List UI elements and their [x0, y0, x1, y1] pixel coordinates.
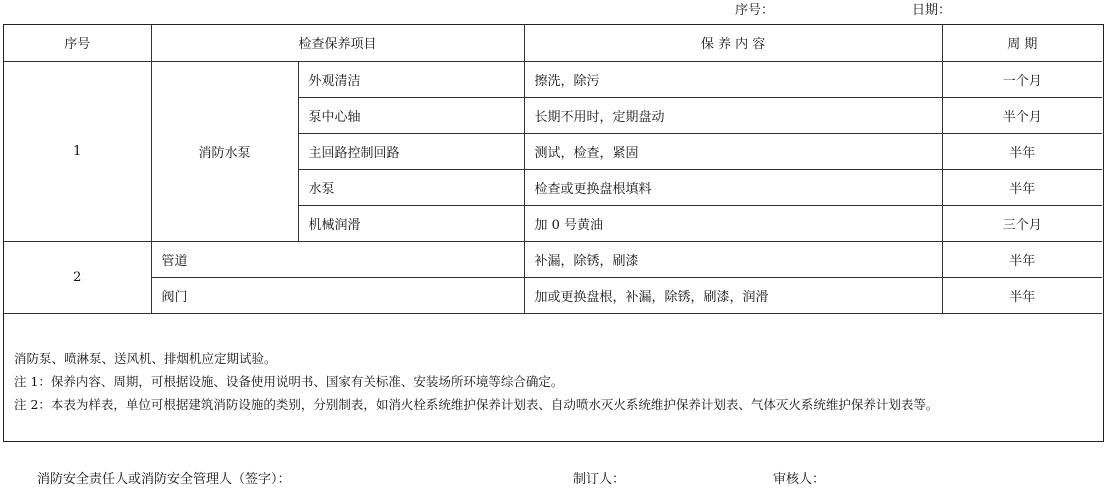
- row-content: 加或更换盘根，补漏，除锈，刷漆，润滑: [524, 277, 942, 313]
- table-row: [4, 61, 1102, 97]
- row-period: 半个月: [942, 97, 1102, 133]
- row-content: 补漏，除锈，刷漆: [524, 241, 942, 277]
- row-period: 半年: [942, 277, 1102, 313]
- col-header-seq: 序号: [4, 25, 151, 61]
- row-item: 管道: [151, 241, 524, 277]
- note-2: 注 2：本表为样表，单位可根据建筑消防设施的类别，分别制表，如消火栓系统维护保养计划表、自动喷水灭火系统维护保养计划表、气体灭火系统维护保养计划表等。: [14, 397, 939, 412]
- row-content: 长期不用时，定期盘动: [524, 97, 942, 133]
- row-content: 加 0 号黄油: [524, 205, 942, 241]
- row-period: 三个月: [942, 205, 1102, 241]
- row-sub-item: 外观清洁: [298, 61, 524, 97]
- row-content: 测试，检查，紧固: [524, 133, 942, 169]
- row-period: 半年: [942, 169, 1102, 205]
- note-test-requirement: 消防泵、喷淋泵、送风机、排烟机应定期试验。: [14, 351, 277, 366]
- footer-responsible-signature: 消防安全责任人或消防安全管理人（签字）：: [37, 472, 291, 487]
- maintenance-plan-frame: [3, 24, 1104, 442]
- maintenance-plan-table: [4, 25, 1102, 314]
- col-header-period: 周 期: [942, 25, 1102, 61]
- footer-reviewer: 审核人：: [773, 472, 826, 487]
- row-period: 一个月: [942, 61, 1102, 97]
- note-1: 注 1：保养内容、周期，可根据设施、设备使用说明书、国家有关标准、安装场所环境等综合确定。: [14, 374, 564, 389]
- group2-seq: 2: [4, 241, 151, 313]
- table-header-row: [4, 25, 1102, 61]
- row-sub-item: 机械润滑: [298, 205, 524, 241]
- table-row: [4, 241, 1102, 277]
- row-sub-item: 水泵: [298, 169, 524, 205]
- notes-section: [14, 347, 1093, 416]
- header-seq-label: 序号：: [735, 3, 775, 18]
- row-content: 擦洗，除污: [524, 61, 942, 97]
- row-item: 阀门: [151, 277, 524, 313]
- table-row: [4, 277, 1102, 313]
- header-date-label: 日期：: [912, 3, 952, 18]
- group1-seq: 1: [4, 61, 151, 241]
- row-period: 半年: [942, 241, 1102, 277]
- group1-name: 消防水泵: [151, 61, 298, 241]
- row-period: 半年: [942, 133, 1102, 169]
- row-sub-item: 泵中心轴: [298, 97, 524, 133]
- row-content: 检查或更换盘根填料: [524, 169, 942, 205]
- col-header-content: 保 养 内 容: [524, 25, 942, 61]
- footer-maker: 制订人：: [573, 472, 626, 487]
- col-header-item: 检查保养项目: [151, 25, 524, 61]
- row-sub-item: 主回路控制回路: [298, 133, 524, 169]
